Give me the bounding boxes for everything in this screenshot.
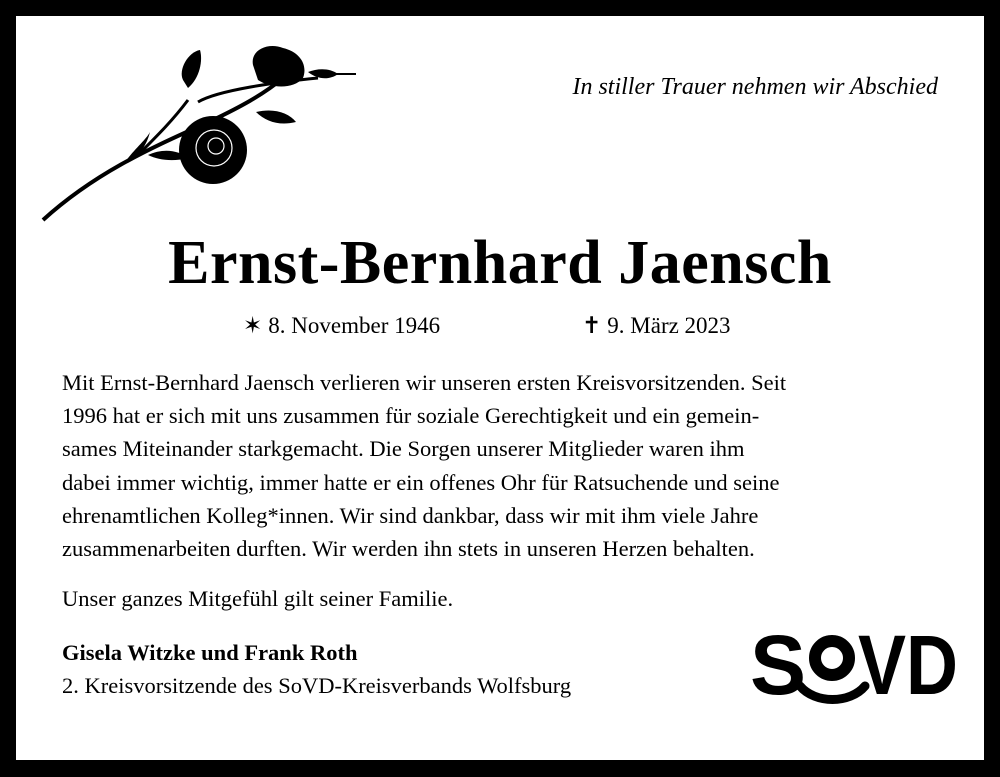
signers: Gisela Witzke und Frank Roth	[62, 640, 358, 665]
star-icon: ✶	[243, 313, 263, 338]
deceased-name: Ernst-Bernhard Jaensch	[168, 229, 832, 297]
rose-illustration-icon	[38, 40, 358, 225]
closing-text: Unser ganzes Mitgefühl gilt seiner Familie.	[62, 586, 454, 611]
death-date-text: 9. März 2023	[607, 313, 731, 338]
birth-date	[243, 313, 440, 339]
body-line: dabei immer wichtig, immer hatte er ein offenes Ohr für Ratsuchende und seine	[62, 469, 780, 495]
death-date	[582, 313, 731, 339]
body-line: sames Miteinander starkgemacht. Die Sorgen unserer Mitglieder waren ihm	[62, 436, 745, 462]
svg-text:VD: VD	[858, 618, 958, 712]
body-line: 1996 hat er sich mit uns zusammen für soziale Gerechtigkeit und ein gemein-	[62, 403, 760, 429]
birth-date-text: 8. November 1946	[268, 313, 441, 338]
motto-text: In stiller Trauer nehmen wir Abschied	[572, 74, 938, 100]
obituary-body	[62, 366, 952, 565]
svg-text:S: S	[750, 618, 807, 712]
body-line: ehrenamtlichen Kolleg*innen. Wir sind dankbar, dass wir mit ihm viele Jahre	[62, 502, 759, 528]
body-line: zusammenarbeiten durften. Wir werden ihn stets in unseren Herzen behalten.	[62, 536, 755, 562]
sovd-logo	[750, 618, 960, 712]
signers-role: 2. Kreisvorsitzende des SoVD-Kreisverbands Wolfsburg	[62, 673, 572, 698]
cross-icon: ✝	[582, 313, 602, 338]
body-line: Mit Ernst-Bernhard Jaensch verlieren wir unseren ersten Kreisvorsitzenden. Seit	[62, 370, 787, 395]
